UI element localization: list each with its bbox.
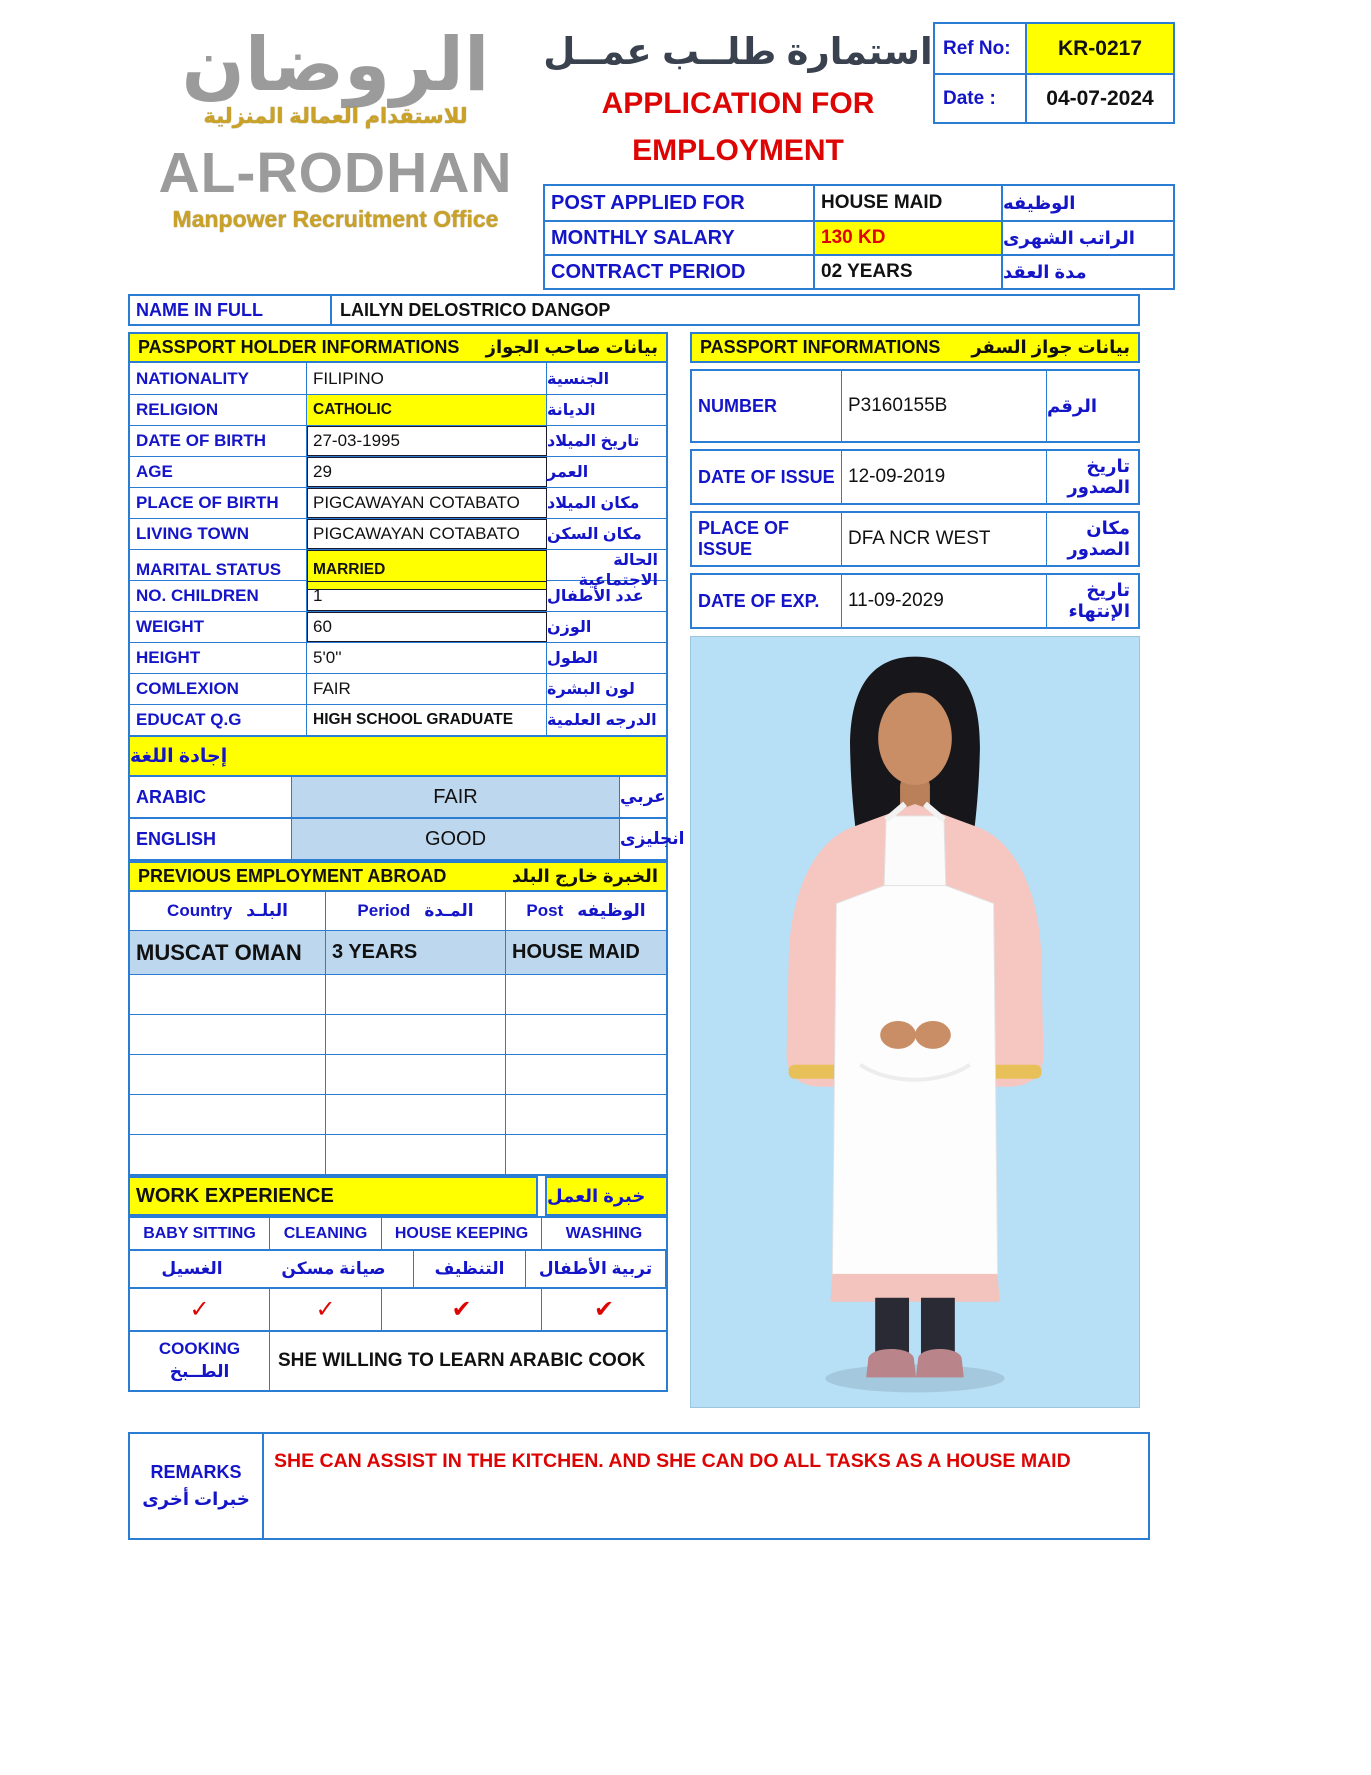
holder-field-row (130, 518, 666, 549)
holder-field-value: 1 (307, 581, 547, 611)
holder-field-row (130, 642, 666, 673)
skill-check-mark: ✔ (593, 1296, 615, 1323)
holder-field-value: 5'0'' (307, 643, 547, 673)
previous-employment-title-arabic: الخبرة خارج البلد (511, 866, 658, 886)
holder-field-label: NATIONALITY (130, 363, 307, 394)
holder-field-value: MARRIED (307, 550, 547, 590)
language-rows (128, 777, 685, 861)
column-header-en: Post (526, 901, 564, 920)
skill-name-arabic: صيانة مسكن (254, 1251, 414, 1287)
skill-name: WASHING (565, 1224, 643, 1242)
passport-field-value: 11-09-2029 (842, 575, 1047, 627)
holder-field-label: RELIGION (130, 395, 307, 425)
post-row-label: MONTHLY SALARY (545, 222, 815, 254)
holder-field-label: MARITAL STATUS (130, 550, 307, 590)
column-header-arabic: المـدة (424, 901, 474, 920)
form-title-arabic: استمارة طلــب عمــل (543, 31, 933, 72)
prev-employment-empty-cell (506, 1095, 666, 1134)
applicant-photo (690, 636, 1140, 1408)
form-title-line1: APPLICATION FOR (601, 87, 875, 120)
holder-field-row (130, 394, 666, 425)
prev-employment-empty-cell (506, 1015, 666, 1054)
passport-field-label: DATE OF ISSUE (692, 451, 842, 503)
name-value: LAILYN DELOSTRICO DANGOP (340, 299, 611, 320)
remarks-row (128, 1432, 1150, 1540)
skill-check-mark: ✓ (270, 1289, 382, 1330)
skill-check-mark: ✔ (382, 1289, 542, 1330)
language-label-arabic: عربي (620, 787, 666, 806)
holder-field-label: COMLEXION (130, 674, 307, 704)
remarks-label (130, 1434, 264, 1538)
passport-field-label: DATE OF EXP. (692, 575, 842, 627)
passport-holder-header (128, 332, 668, 363)
header-right (543, 16, 1175, 290)
prev-employment-empty-cell (326, 975, 506, 1014)
skill-name-arabic: التنظيف (414, 1251, 526, 1287)
cooking-label (130, 1332, 270, 1390)
applicant-photo-illustration (691, 636, 1139, 1407)
prev-employment-empty-cell (130, 1015, 326, 1054)
name-in-full-row (128, 294, 1140, 326)
skill-name: HOUSE KEEPING (382, 1218, 542, 1249)
skill-name-arabic: الغسيل (161, 1259, 223, 1278)
holder-field-label: WEIGHT (130, 612, 307, 642)
passport-holder-title: PASSPORT HOLDER INFORMATIONS (138, 337, 460, 357)
work-experience-skills (128, 1216, 668, 1332)
holder-field-label-arabic: الديانة (547, 402, 596, 419)
post-row-value: 130 KD (815, 222, 1003, 254)
date-label: Date : (935, 75, 1027, 122)
holder-field-label-arabic: الوزن (547, 619, 592, 636)
title-row (543, 16, 1175, 174)
holder-field-label-arabic: تاريخ الميلاد (547, 433, 640, 450)
column-header-en: Period (357, 901, 411, 920)
column-header-arabic: البلـد (246, 901, 288, 920)
prev-employment-empty-row (130, 1014, 666, 1054)
remarks-label-arabic: خبرات أخرى (142, 1489, 250, 1509)
passport-field-row (690, 511, 1140, 567)
prev-employment-empty-cell (130, 975, 326, 1014)
holder-field-value: FILIPINO (307, 363, 547, 394)
prev-employment-empty-cell (130, 1095, 326, 1134)
passport-info-fields (690, 369, 1140, 629)
logo-latin-name: AL-RODHAN (158, 141, 513, 205)
prev-employment-column-header (506, 892, 666, 930)
skill-name-arabic: تربية الأطفال (526, 1251, 666, 1287)
form-titles (543, 16, 933, 174)
prev-employment-empty-cell (506, 1135, 666, 1174)
form-header (128, 16, 1175, 290)
passport-field-value: DFA NCR WEST (842, 513, 1047, 565)
holder-field-value: 29 (307, 457, 547, 487)
language-label: ENGLISH (130, 819, 292, 859)
cooking-label-en: COOKING (158, 1339, 241, 1359)
prev-employment-empty-cell (326, 1095, 506, 1134)
holder-field-row (130, 549, 666, 589)
passport-field-row (690, 369, 1140, 443)
language-label-arabic: انجليزى (620, 829, 685, 848)
main-columns (128, 332, 1175, 1408)
date-row (935, 73, 1173, 122)
passport-holder-title-arabic: بيانات صاحب الجواز (485, 337, 658, 357)
skill-name: CLEANING (270, 1218, 382, 1249)
prev-employment-data-row (130, 930, 666, 974)
holder-field-row (130, 611, 666, 642)
holder-field-row (130, 425, 666, 456)
holder-field-label-arabic: الحالة الاجتماعية (578, 552, 658, 589)
passport-field-label: NUMBER (692, 371, 842, 441)
logo-arabic-subtitle: للاستقدام العمالة المنزلية (203, 105, 468, 128)
skill-check-mark: ✓ (130, 1289, 270, 1330)
post-row-label-arabic: الوظيفه (1003, 192, 1076, 213)
holder-field-label-arabic: الطول (547, 650, 598, 667)
holder-field-label-arabic: عدد الأطفال (547, 588, 644, 605)
work-experience-header (128, 1176, 668, 1216)
ref-date-table (933, 22, 1175, 124)
work-experience-title: WORK EXPERIENCE (128, 1176, 538, 1216)
post-row-value: HOUSE MAID (815, 186, 1003, 220)
holder-field-label-arabic: مكان السكن (547, 526, 642, 543)
form-title-english (543, 81, 933, 174)
ref-no-label: Ref No: (935, 24, 1027, 73)
language-label: ARABIC (130, 777, 292, 817)
skills-check-row (128, 1289, 668, 1332)
holder-field-row (130, 704, 666, 735)
passport-field-value: P3160155B (842, 371, 1047, 441)
passport-field-label-arabic: مكان الصدور (1067, 518, 1130, 559)
holder-field-value: PIGCAWAYAN COTABATO (307, 519, 547, 549)
post-applied-table (543, 184, 1175, 290)
holder-field-label: NO. CHILDREN (130, 581, 307, 611)
passport-info-header (690, 332, 1140, 363)
post-row-label: CONTRACT PERIOD (545, 256, 815, 288)
post-table-row (545, 254, 1173, 288)
cooking-value: SHE WILLING TO LEARN ARABIC COOK (278, 1350, 646, 1371)
passport-holder-column (128, 332, 685, 1392)
prev-employment-empty-cell (506, 975, 666, 1014)
prev-employment-header-row (130, 892, 666, 930)
prev-employment-cell: HOUSE MAID (512, 941, 640, 963)
holder-field-label: DATE OF BIRTH (130, 426, 307, 456)
holder-field-label: EDUCAT Q.G (130, 705, 307, 735)
passport-field-label-arabic: تاريخ الإنتهاء (1068, 580, 1130, 621)
holder-field-row (130, 456, 666, 487)
holder-field-value: CATHOLIC (307, 395, 547, 425)
column-header-en: Country (167, 901, 233, 920)
holder-field-label: PLACE OF BIRTH (130, 488, 307, 518)
holder-field-label-arabic: الدرجه العلمية (547, 712, 657, 729)
post-row-value: 02 YEARS (815, 256, 1003, 288)
ref-row (935, 24, 1173, 73)
passport-field-label-arabic: الرقم (1047, 395, 1098, 416)
previous-employment-title: PREVIOUS EMPLOYMENT ABROAD (138, 866, 447, 886)
holder-field-label-arabic: الجنسية (547, 370, 610, 388)
prev-employment-empty-cell (506, 1055, 666, 1094)
prev-employment-column-header (326, 892, 506, 930)
cooking-row (128, 1332, 668, 1392)
holder-field-value: 27-03-1995 (307, 426, 547, 456)
passport-info-column (690, 332, 1140, 1408)
remarks-label-en: REMARKS (150, 1462, 242, 1482)
post-table-row (545, 220, 1173, 254)
date-value: 04-07-2024 (1046, 86, 1154, 110)
holder-field-value: 60 (307, 612, 547, 642)
company-logo (128, 16, 543, 290)
prev-employment-empty-cell (326, 1055, 506, 1094)
prev-employment-column-header (130, 892, 326, 930)
prev-employment-cell: 3 YEARS (326, 931, 506, 974)
prev-employment-empty-row (130, 1054, 666, 1094)
ref-no-value: KR-0217 (1027, 24, 1173, 73)
work-experience-title-arabic: خبرة العمل (545, 1176, 668, 1216)
skills-arabic-row (128, 1251, 668, 1289)
prev-employment-empty-cell (326, 1015, 506, 1054)
passport-field-label: PLACE OF ISSUE (692, 513, 842, 565)
post-row-label-arabic: مدة العقد (1003, 261, 1087, 282)
language-row (128, 777, 668, 819)
passport-holder-fields (128, 363, 668, 737)
skill-name: BABY SITTING (130, 1218, 270, 1249)
logo-arabic-name: الروضان (181, 23, 490, 106)
remarks-value: SHE CAN ASSIST IN THE KITCHEN. AND SHE CAN DO ALL TASKS AS A HOUSE MAID (274, 1450, 1071, 1472)
logo-latin-subtitle: Manpower Recruitment Office (172, 206, 499, 232)
holder-field-value: PIGCAWAYAN COTABATO (307, 488, 547, 518)
cooking-label-arabic: الطــبخ (169, 1362, 230, 1381)
holder-field-label: LIVING TOWN (130, 519, 307, 549)
holder-field-row (130, 580, 666, 611)
name-label: NAME IN FULL (130, 296, 332, 324)
prev-employment-cell: MUSCAT OMAN (130, 931, 326, 974)
passport-info-title: PASSPORT INFORMATIONS (700, 337, 941, 357)
holder-field-row (130, 487, 666, 518)
post-row-label: POST APPLIED FOR (545, 186, 815, 220)
holder-field-row (130, 673, 666, 704)
form-content (128, 16, 1175, 1540)
language-row (128, 819, 685, 861)
holder-field-value: FAIR (307, 674, 547, 704)
language-section-title: إجادة اللغة (128, 737, 668, 777)
post-table-row (545, 186, 1173, 220)
passport-field-row (690, 573, 1140, 629)
holder-field-label: AGE (130, 457, 307, 487)
holder-field-label: HEIGHT (130, 643, 307, 673)
prev-employment-empty-cell (326, 1135, 506, 1174)
passport-field-row (690, 449, 1140, 505)
holder-field-label-arabic: مكان الميلاد (547, 495, 640, 512)
form-title-line2: EMPLOYMENT (632, 133, 844, 167)
prev-employment-empty-cell (130, 1135, 326, 1174)
holder-field-row (130, 363, 666, 394)
previous-employment-table (128, 892, 668, 1176)
passport-field-value: 12-09-2019 (842, 451, 1047, 503)
prev-employment-empty-row (130, 1094, 666, 1134)
passport-info-title-arabic: بيانات جواز السفر (971, 337, 1130, 357)
skills-name-row (128, 1216, 668, 1251)
column-header-arabic: الوظيفه (577, 901, 646, 920)
prev-employment-empty-row (130, 974, 666, 1014)
holder-field-label-arabic: العمر (547, 464, 589, 481)
language-level-value: FAIR (292, 777, 620, 817)
previous-employment-header (128, 861, 668, 892)
prev-employment-empty-cell (130, 1055, 326, 1094)
holder-field-label-arabic: لون البشرة (547, 681, 635, 698)
prev-employment-empty-row (130, 1134, 666, 1174)
passport-field-label-arabic: تاريخ الصدور (1067, 456, 1130, 497)
language-level-value: GOOD (292, 819, 620, 859)
holder-field-value: HIGH SCHOOL GRADUATE (307, 705, 547, 735)
post-row-label-arabic: الراتب الشهرى (1003, 227, 1135, 248)
